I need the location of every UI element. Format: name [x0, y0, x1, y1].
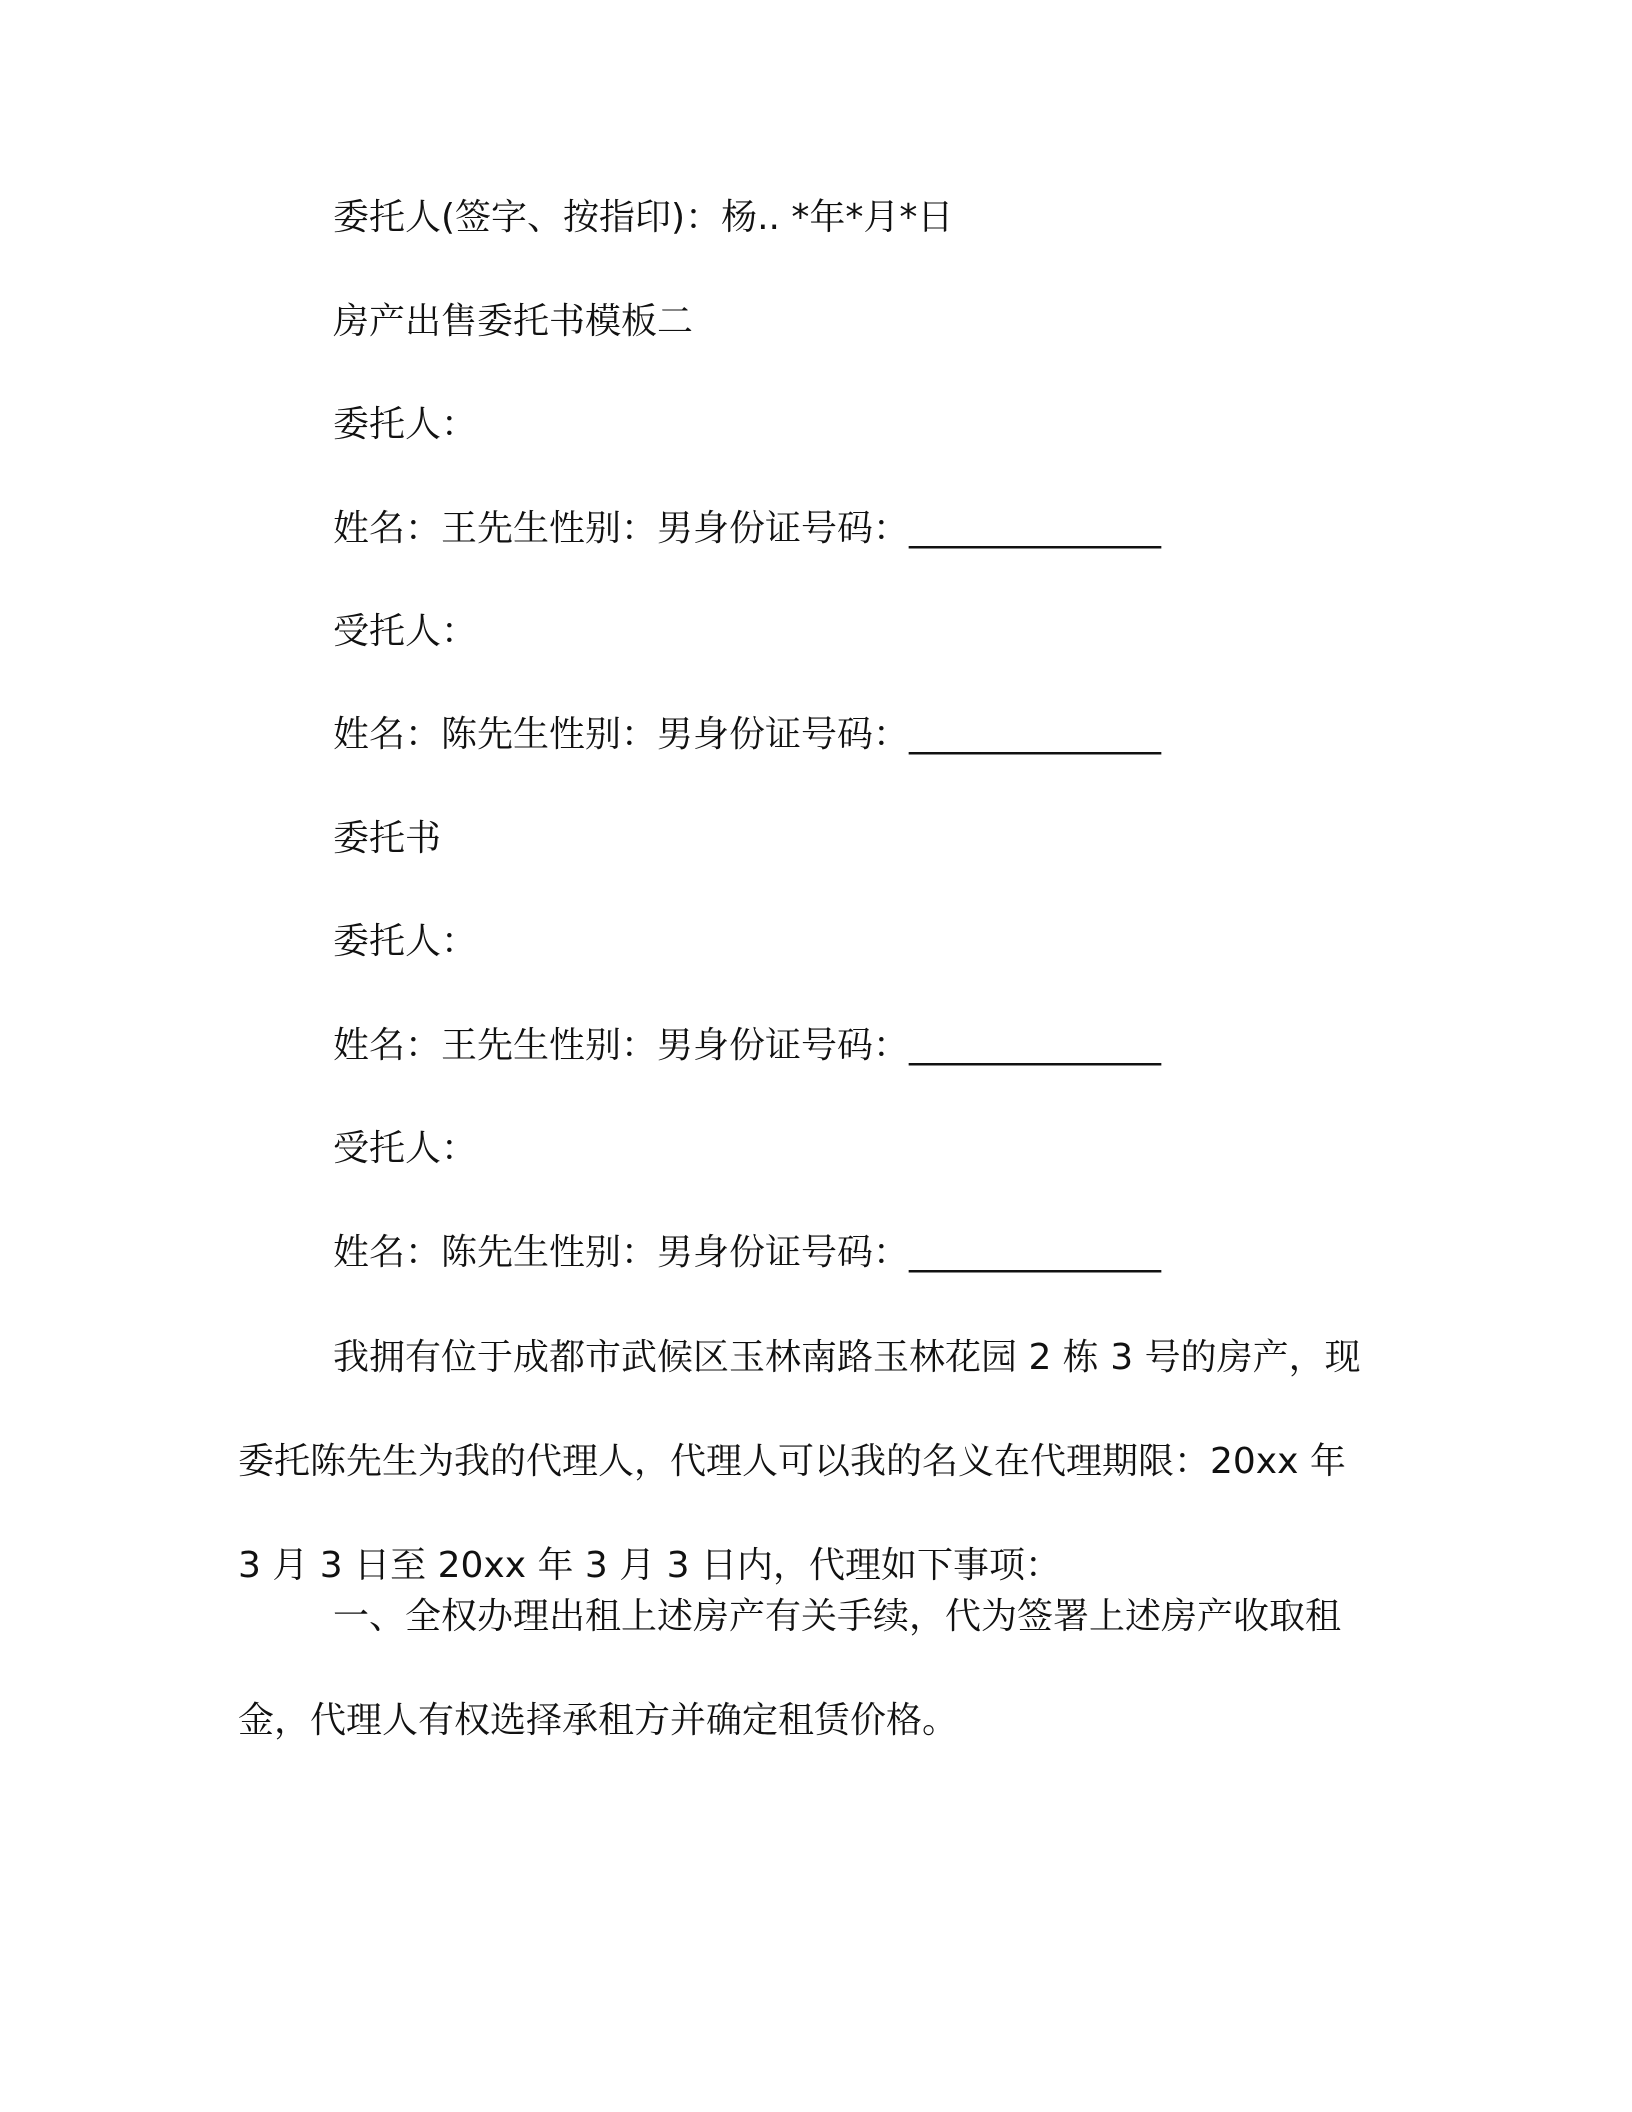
agent-info-line: 姓名：陈先生性别：男身份证号码：______________ — [333, 714, 1162, 755]
principal-heading: 委托人： — [333, 921, 478, 962]
principal-info-line: 姓名：王先生性别：男身份证号码：______________ — [333, 1025, 1162, 1066]
item-one-paragraph: 一、全权办理出租上述房产有关手续，代为签署上述房产收取租金，代理人有权选择承租方并确定租赁价格。 — [238, 1596, 1342, 1741]
signature-line: 委托人(签字、按指印)：杨.. *年*月*日 — [333, 197, 954, 238]
authorization-paragraph: 我拥有位于成都市武候区玉林南路玉林花园 2 栋 3 号的房产，现委托陈先生为我的代理人，代理人可以我的名义在代理期限：20xx 年 3 月 3 日至 20xx 年 3 月 3 日内，代理如下事项： — [238, 1337, 1361, 1586]
agent-heading: 受托人： — [333, 611, 478, 652]
principal-heading: 委托人： — [333, 404, 478, 445]
principal-info-line: 姓名：王先生性别：男身份证号码：______________ — [333, 508, 1162, 549]
agent-heading: 受托人： — [333, 1128, 478, 1169]
section-title-power-of-attorney: 委托书 — [333, 818, 442, 859]
document-title: 房产出售委托书模板二 — [333, 301, 694, 342]
agent-info-line: 姓名：陈先生性别：男身份证号码：______________ — [333, 1232, 1162, 1273]
